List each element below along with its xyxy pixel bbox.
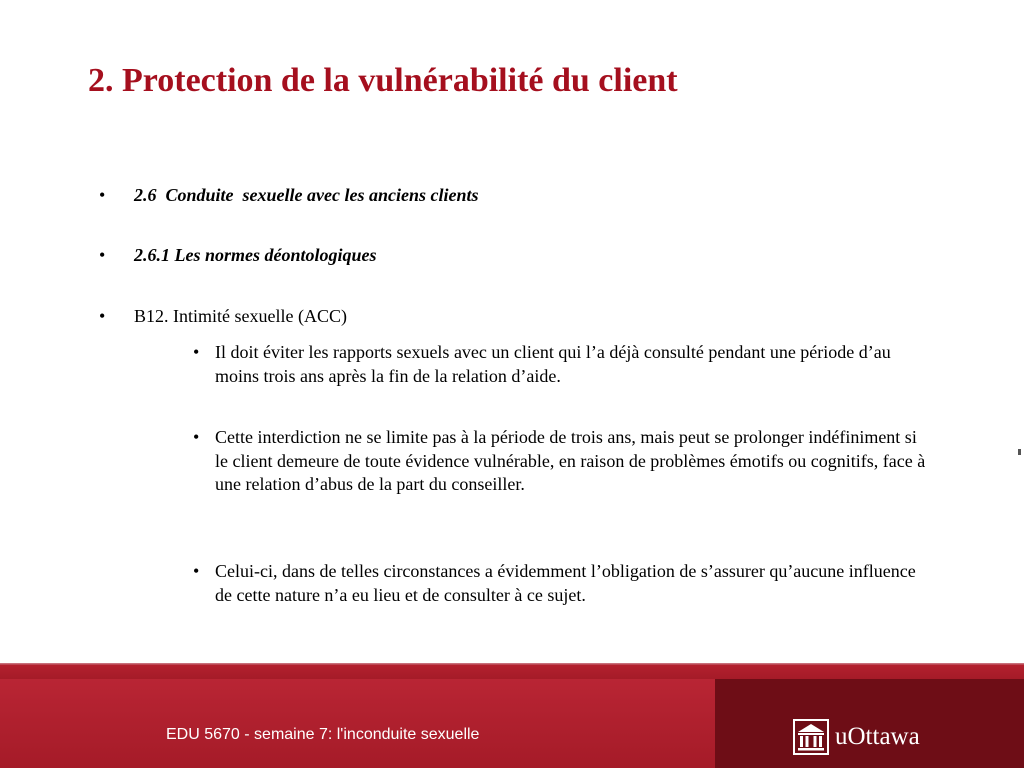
footer-course-text: EDU 5670 - semaine 7: l'inconduite sexuelle: [166, 726, 480, 743]
bullet-marker: •: [99, 185, 106, 205]
bullet-item: [90, 159, 478, 207]
bullet-item: [90, 280, 347, 328]
bullet-text: B12. Intimité sexuelle (ACC): [134, 306, 347, 326]
bullet-marker: •: [99, 306, 106, 326]
building-columns-icon: [793, 719, 829, 755]
slide-title: 2. Protection de la vulnérabilité du client: [88, 62, 678, 99]
bullet-text: 2.6.1 Les normes déontologiques: [134, 245, 377, 265]
sub-bullet-text: Il doit éviter les rapports sexuels avec un client qui l’a déjà consulté pendant une période d’au moins trois ans après la fin de la relation d’aide.: [215, 342, 891, 386]
sub-bullet-marker: •: [193, 427, 200, 447]
sub-bullet-marker: •: [193, 561, 200, 581]
sub-bullet-item: [193, 341, 933, 388]
bullet-marker: •: [99, 245, 106, 265]
footer-band: [0, 663, 1024, 768]
footer-logo-panel: [715, 679, 1024, 768]
uottawa-logo: [793, 719, 920, 755]
sub-bullet-text: Celui-ci, dans de telles circonstances a évidemment l’obligation de s’assurer qu’aucune influence de cette nature n’a eu lieu et de consulter à ce sujet.: [215, 561, 916, 605]
sub-bullet-item: [193, 560, 933, 607]
bullet-item: [90, 219, 377, 267]
footer-left-panel: [0, 679, 715, 768]
logo-wordmark: uOttawa: [835, 723, 920, 750]
edge-mark: [1018, 449, 1021, 455]
bullet-text: 2.6 Conduite sexuelle avec les anciens clients: [134, 185, 479, 205]
sub-bullet-item: [193, 426, 933, 497]
sub-bullet-text: Cette interdiction ne se limite pas à la période de trois ans, mais peut se prolonger indéfiniment si le client demeure de toute évidence vulnérable, en raison de problèmes émotifs ou cognitifs, face à une relation d’abus de la part du conseiller.: [215, 427, 926, 494]
sub-bullet-marker: •: [193, 342, 200, 362]
